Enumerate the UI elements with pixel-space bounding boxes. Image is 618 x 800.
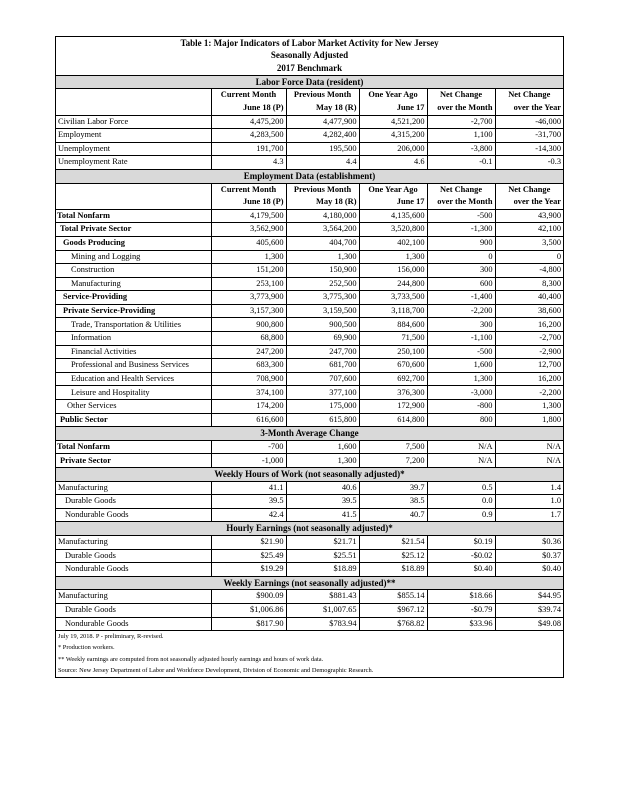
row-label: Trade, Transportation & Utilities <box>56 318 211 332</box>
cell: -$0.02 <box>427 549 495 563</box>
section-title-hourly-earnings: Hourly Earnings (not seasonally adjusted)* <box>56 522 563 536</box>
row-label: Total Nonfarm <box>56 209 211 223</box>
cell: 683,300 <box>211 359 286 373</box>
cell: 670,600 <box>359 359 427 373</box>
cell: -2,900 <box>495 345 563 359</box>
cell: 884,600 <box>359 318 427 332</box>
header-period: May 18 (R) <box>286 196 359 209</box>
cell: 692,700 <box>359 372 427 386</box>
cell: 376,300 <box>359 386 427 400</box>
cell: N/A <box>427 440 495 454</box>
cell: 3,564,200 <box>286 223 359 237</box>
row-label: Total Nonfarm <box>56 440 211 454</box>
cell: -31,700 <box>495 129 563 143</box>
cell: 3,562,900 <box>211 223 286 237</box>
cell: 3,118,700 <box>359 304 427 318</box>
cell: 43,900 <box>495 209 563 223</box>
cell: -3,800 <box>427 142 495 156</box>
row-label: Service-Providing <box>56 291 211 305</box>
cell: 3,773,900 <box>211 291 286 305</box>
cell: 4,179,500 <box>211 209 286 223</box>
cell: 12,700 <box>495 359 563 373</box>
cell: 253,100 <box>211 277 286 291</box>
cell: 38,600 <box>495 304 563 318</box>
cell: 7,200 <box>359 454 427 468</box>
cell: -4,800 <box>495 264 563 278</box>
cell: $25.49 <box>211 549 286 563</box>
cell: $0.36 <box>495 535 563 549</box>
row-label: Professional and Business Services <box>56 359 211 373</box>
cell: 195,500 <box>286 142 359 156</box>
cell: 68,800 <box>211 332 286 346</box>
cell: N/A <box>495 454 563 468</box>
footnote-production-workers: * Production workers. <box>58 644 115 652</box>
section-title-three-month: 3-Month Average Change <box>56 427 563 441</box>
cell: -2,200 <box>427 304 495 318</box>
row-label: Goods Producing <box>56 236 211 250</box>
cell: 4,521,200 <box>359 115 427 129</box>
row-label: Unemployment <box>56 142 211 156</box>
cell: 1.0 <box>495 495 563 509</box>
cell: -1,400 <box>427 291 495 305</box>
cell: 41.1 <box>211 481 286 495</box>
cell: 8,300 <box>495 277 563 291</box>
cell: 39.5 <box>211 495 286 509</box>
cell: $18.89 <box>359 563 427 577</box>
cell: 4,282,400 <box>286 129 359 143</box>
cell: $49.08 <box>495 617 563 631</box>
cell: -700 <box>211 440 286 454</box>
cell: -1,100 <box>427 332 495 346</box>
cell: $817.90 <box>211 617 286 631</box>
cell: -46,000 <box>495 115 563 129</box>
cell: 150,900 <box>286 264 359 278</box>
cell: 616,600 <box>211 413 286 427</box>
cell: $881.43 <box>286 590 359 604</box>
row-label: Leisure and Hospitality <box>56 386 211 400</box>
cell: $967.12 <box>359 603 427 617</box>
cell: 0.5 <box>427 481 495 495</box>
cell: 1,300 <box>211 250 286 264</box>
cell: N/A <box>495 440 563 454</box>
header-label-cell <box>56 89 211 102</box>
header-label-cell <box>56 102 211 115</box>
cell: 900,500 <box>286 318 359 332</box>
cell: 151,200 <box>211 264 286 278</box>
row-label: Education and Health Services <box>56 372 211 386</box>
header-label-cell <box>56 196 211 209</box>
cell: 1,300 <box>495 400 563 414</box>
cell: 247,200 <box>211 345 286 359</box>
section-title-weekly-earnings: Weekly Earnings (not seasonally adjusted)** <box>56 576 563 590</box>
cell: 4,315,200 <box>359 129 427 143</box>
table-title: Table 1: Major Indicators of Labor Market Activity for New Jersey <box>56 37 563 50</box>
header-net-change-month: Net Change <box>427 183 495 196</box>
cell: $21.54 <box>359 535 427 549</box>
cell: 1.7 <box>495 508 563 522</box>
cell: $21.90 <box>211 535 286 549</box>
row-label: Construction <box>56 264 211 278</box>
cell: 681,700 <box>286 359 359 373</box>
cell: 4,477,900 <box>286 115 359 129</box>
cell: 40.7 <box>359 508 427 522</box>
cell: 614,800 <box>359 413 427 427</box>
cell: 244,800 <box>359 277 427 291</box>
cell: 4,283,500 <box>211 129 286 143</box>
cell: 250,100 <box>359 345 427 359</box>
header-net-change-year: Net Change <box>495 183 563 196</box>
cell: 1,600 <box>286 440 359 454</box>
cell: 16,200 <box>495 372 563 386</box>
cell: 39.5 <box>286 495 359 509</box>
cell: 3,157,300 <box>211 304 286 318</box>
cell: 0 <box>495 250 563 264</box>
row-label: Manufacturing <box>56 590 211 604</box>
row-label: Mining and Logging <box>56 250 211 264</box>
cell: $783.94 <box>286 617 359 631</box>
row-label: Durable Goods <box>56 549 211 563</box>
cell: 4,180,000 <box>286 209 359 223</box>
row-label: Nondurable Goods <box>56 617 211 631</box>
footnote-weekly-earnings: ** Weekly earnings are computed from not seasonally adjusted hourly earnings and hours of work data. <box>58 655 324 663</box>
cell: 40.6 <box>286 481 359 495</box>
cell: -2,700 <box>427 115 495 129</box>
header-previous-month: Previous Month <box>286 183 359 196</box>
cell: -0.3 <box>495 156 563 170</box>
footnote-date: July 19, 2018. P - preliminary, R-revised. <box>58 632 164 640</box>
header-period: June 18 (P) <box>211 196 286 209</box>
cell: $19.29 <box>211 563 286 577</box>
cell: 1,300 <box>359 250 427 264</box>
cell: 4.3 <box>211 156 286 170</box>
header-period: over the Month <box>427 102 495 115</box>
cell: 71,500 <box>359 332 427 346</box>
row-label: Other Services <box>56 400 211 414</box>
cell: 0.0 <box>427 495 495 509</box>
cell: 16,200 <box>495 318 563 332</box>
cell: 900 <box>427 236 495 250</box>
cell: 206,000 <box>359 142 427 156</box>
cell: 191,700 <box>211 142 286 156</box>
cell: 4,475,200 <box>211 115 286 129</box>
cell: -500 <box>427 209 495 223</box>
labor-market-table <box>56 36 563 678</box>
row-label: Civilian Labor Force <box>56 115 211 129</box>
row-label: Total Private Sector <box>56 223 211 237</box>
cell: $1,006.86 <box>211 603 286 617</box>
cell: 38.5 <box>359 495 427 509</box>
cell: -2,200 <box>495 386 563 400</box>
row-label: Durable Goods <box>56 495 211 509</box>
row-label: Employment <box>56 129 211 143</box>
cell: 3,733,500 <box>359 291 427 305</box>
cell: 1,100 <box>427 129 495 143</box>
header-period: over the Year <box>495 196 563 209</box>
cell: 3,775,300 <box>286 291 359 305</box>
cell: $25.12 <box>359 549 427 563</box>
cell: 1.4 <box>495 481 563 495</box>
cell: $1,007.65 <box>286 603 359 617</box>
cell: 300 <box>427 318 495 332</box>
header-period: over the Month <box>427 196 495 209</box>
cell: $0.19 <box>427 535 495 549</box>
cell: -800 <box>427 400 495 414</box>
header-period: June 17 <box>359 196 427 209</box>
cell: $18.66 <box>427 590 495 604</box>
cell: -14,300 <box>495 142 563 156</box>
cell: $900.09 <box>211 590 286 604</box>
cell: -0.1 <box>427 156 495 170</box>
cell: -3,000 <box>427 386 495 400</box>
cell: 404,700 <box>286 236 359 250</box>
cell: 172,900 <box>359 400 427 414</box>
cell: 615,800 <box>286 413 359 427</box>
row-label: Nondurable Goods <box>65 564 129 574</box>
row-label: Public Sector <box>60 414 108 424</box>
cell: 0.9 <box>427 508 495 522</box>
section-title-labor-force: Labor Force Data (resident) <box>56 75 563 89</box>
header-period: May 18 (R) <box>286 102 359 115</box>
header-current-month: Current Month <box>211 89 286 102</box>
row-label: Private Sector <box>60 455 111 465</box>
cell: 4.6 <box>359 156 427 170</box>
cell: 41.5 <box>286 508 359 522</box>
cell: $855.14 <box>359 590 427 604</box>
cell: $21.71 <box>286 535 359 549</box>
labor-market-table-sheet <box>55 36 564 678</box>
cell: 40,400 <box>495 291 563 305</box>
cell: 600 <box>427 277 495 291</box>
cell: 69,900 <box>286 332 359 346</box>
cell: 0 <box>427 250 495 264</box>
cell: 42,100 <box>495 223 563 237</box>
cell: 800 <box>427 413 495 427</box>
cell: $25.51 <box>286 549 359 563</box>
cell: 42.4 <box>211 508 286 522</box>
cell: 247,700 <box>286 345 359 359</box>
header-one-year-ago: One Year Ago <box>359 89 427 102</box>
header-previous-month: Previous Month <box>286 89 359 102</box>
row-label: Durable Goods <box>56 603 211 617</box>
cell: -1,000 <box>211 454 286 468</box>
cell: 252,500 <box>286 277 359 291</box>
section-title-weekly-hours: Weekly Hours of Work (not seasonally adjusted)* <box>56 468 563 482</box>
row-label: Financial Activities <box>56 345 211 359</box>
cell: $0.37 <box>495 549 563 563</box>
cell: 3,520,800 <box>359 223 427 237</box>
cell: 4,135,600 <box>359 209 427 223</box>
header-net-change-year: Net Change <box>495 89 563 102</box>
cell: 7,500 <box>359 440 427 454</box>
cell: 402,100 <box>359 236 427 250</box>
row-label: Nondurable Goods <box>65 509 129 519</box>
cell: $33.96 <box>427 617 495 631</box>
cell: 3,159,500 <box>286 304 359 318</box>
cell: $18.89 <box>286 563 359 577</box>
footnote-source: Source: New Jersey Department of Labor and Workforce Development, Division of Economic and Demographic Research. <box>56 666 563 678</box>
cell: 4.4 <box>286 156 359 170</box>
header-label-cell <box>56 183 211 196</box>
table-benchmark: 2017 Benchmark <box>276 62 343 73</box>
cell: 1,600 <box>427 359 495 373</box>
cell: 175,000 <box>286 400 359 414</box>
cell: 174,200 <box>211 400 286 414</box>
row-label: Unemployment Rate <box>58 157 128 167</box>
cell: 1,800 <box>495 413 563 427</box>
cell: 1,300 <box>286 454 359 468</box>
header-net-change-month: Net Change <box>427 89 495 102</box>
header-current-month: Current Month <box>211 183 286 196</box>
cell: $0.40 <box>495 563 563 577</box>
cell: -$0.79 <box>427 603 495 617</box>
row-label: Manufacturing <box>56 481 211 495</box>
cell: $39.74 <box>495 603 563 617</box>
cell: $768.82 <box>359 617 427 631</box>
cell: -2,700 <box>495 332 563 346</box>
row-label: Manufacturing <box>56 535 211 549</box>
header-one-year-ago: One Year Ago <box>359 183 427 196</box>
row-label: Information <box>56 332 211 346</box>
cell: 708,900 <box>211 372 286 386</box>
header-period: June 18 (P) <box>211 102 286 115</box>
cell: 900,800 <box>211 318 286 332</box>
cell: 405,600 <box>211 236 286 250</box>
cell: 374,100 <box>211 386 286 400</box>
row-label: Manufacturing <box>56 277 211 291</box>
section-title-employment: Employment Data (establishment) <box>56 169 563 183</box>
cell: 1,300 <box>427 372 495 386</box>
cell: 1,300 <box>286 250 359 264</box>
header-period: June 17 <box>359 102 427 115</box>
cell: N/A <box>427 454 495 468</box>
cell: $0.40 <box>427 563 495 577</box>
cell: -500 <box>427 345 495 359</box>
cell: 3,500 <box>495 236 563 250</box>
header-period: over the Year <box>495 102 563 115</box>
cell: 377,100 <box>286 386 359 400</box>
cell: 39.7 <box>359 481 427 495</box>
cell: 156,000 <box>359 264 427 278</box>
cell: -1,300 <box>427 223 495 237</box>
table-subtitle: Seasonally Adjusted <box>270 50 349 61</box>
cell: $44.95 <box>495 590 563 604</box>
cell: 300 <box>427 264 495 278</box>
cell: 707,600 <box>286 372 359 386</box>
row-label: Private Service-Providing <box>56 304 211 318</box>
